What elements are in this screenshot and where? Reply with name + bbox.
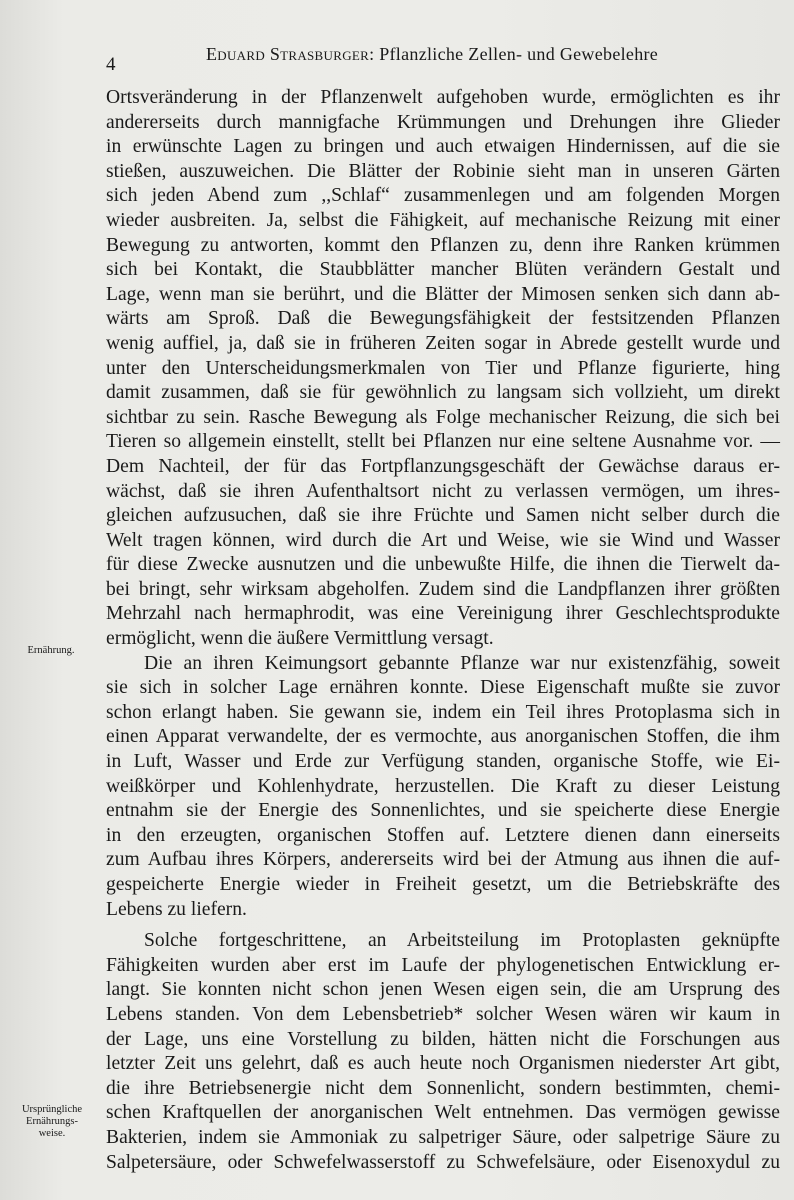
text-line: gleichen aufzusuchen, daß sie ihre Früchte und Samen nicht selber durch die	[106, 505, 780, 527]
margin-note-ernaehrung	[4, 645, 98, 657]
text-line: letzter Zeit uns gelehrt, daß es auch heute noch Organismen niederster Art gibt,	[106, 1053, 780, 1075]
text-line: Bewegung zu antworten, kommt den Pflanzen zu, denn ihre Ranken krümmen	[106, 234, 780, 256]
text-line: der Lage, uns eine Vorstellung zu bilden, hätten nicht die Forschungen aus	[106, 1028, 780, 1050]
text-line: Lebens zu liefern.	[106, 898, 247, 920]
paragraph-spacing	[106, 922, 780, 929]
text-line: Dem Nachteil, der für das Fortpflanzungsgeschäft der Gewächse daraus er-	[106, 455, 780, 477]
text-line: unter den Unterscheidungsmerkmalen von Tier und Pflanze figurierte, hing	[106, 357, 780, 379]
text-line: Bakterien, indem sie Ammoniak zu salpetriger Säure, oder salpetrige Säure zu	[106, 1126, 780, 1148]
text-line: wenig auffiel, ja, daß sie in früheren Zeiten sogar in Abrede gestellt wurde und	[106, 332, 780, 354]
text-line: gespeicherte Energie wieder in Freiheit gesetzt, um die Betriebskräfte des	[106, 874, 780, 895]
margin-note-urspruengliche-ernaehrungsweise	[2, 1104, 102, 1140]
text-line: schon erlangt haben. Sie gewann sie, indem ein Teil ihres Protoplasma sich in	[106, 701, 780, 723]
text-line: Tieren so allgemein einstellt, stellt bei Pflanzen nur eine seltene Ausnahme vor. —	[106, 431, 780, 453]
text-line: zum Aufbau ihres Körpers, andererseits wird bei der Atmung aus ihnen die auf-	[106, 849, 780, 871]
text-line: damit zusammen, daß sie für gewöhnlich zu langsam sich vollzieht, um direkt	[106, 382, 780, 404]
paragraph-continuation	[106, 86, 780, 652]
margin-note-line: Ernährungs-	[26, 1116, 78, 1127]
text-line: Welt tragen können, wird durch die Art und Weise, wie sie Wind und Wasser	[106, 529, 780, 551]
text-line: ermöglicht, wenn die äußere Vermittlung versagt.	[106, 628, 494, 650]
text-line: einen Apparat verwandelte, der es vermochte, aus anorganischen Stoffen, die ihm	[106, 726, 780, 748]
text-line: entnahm sie der Energie des Sonnenlichtes, und sie speicherte diese Energie	[106, 800, 780, 822]
text-line: sich jeden Abend zum ,,Schlaf“ zusammenlegen und am folgenden Morgen	[106, 185, 780, 207]
text-line: Fähigkeiten wurden aber erst im Laufe der phylogenetischen Entwicklung er-	[106, 954, 780, 976]
running-head-title: Pflanzliche Zellen- und Gewebelehre	[379, 44, 659, 64]
margin-note-line: weise.	[38, 1128, 66, 1139]
text-line: Salpetersäure, oder Schwefelwasserstoff zu Schwefelsäure, oder Eisenoxydul zu	[106, 1151, 780, 1173]
text-line: sich bei Kontakt, die Staubblätter mancher Blüten verändern Gestalt und	[106, 259, 780, 281]
text-line: weißkörper und Kohlenhydrate, herzustellen. Die Kraft zu dieser Leistung	[106, 775, 780, 797]
page-number: 4	[106, 54, 116, 75]
text-line: sie sich in solcher Lage ernähren konnte. Diese Eigenschaft mußte sie zuvor	[106, 677, 780, 699]
text-line: bei bringt, sehr wirksam abgeholfen. Zudem sind die Landpflanzen ihrer größten	[106, 578, 780, 600]
text-line: für diese Zwecke ausnutzen und die unbewußte Hilfe, die ihnen die Tierwelt da-	[106, 554, 780, 576]
text-line: Die an ihren Keimungsort gebannte Pflanze war nur existenzfähig, soweit	[144, 652, 780, 674]
text-line: wieder ausbreiten. Ja, selbst die Fähigkeit, auf mechanische Reizung mit einer	[106, 209, 780, 231]
text-line: stießen, auszuweichen. Die Blätter der Robinie sieht man in unseren Gärten	[106, 160, 780, 182]
text-line: langt. Sie konnten nicht schon jenen Wesen eigen sein, die am Ursprung des	[106, 979, 780, 1001]
text-line: in Luft, Wasser und Erde zur Verfügung standen, organische Stoffe, wie Ei-	[106, 751, 780, 773]
page-header	[0, 44, 794, 74]
text-line: in erwünschte Lagen zu bringen und auch etwaigen Hindernissen, auf die sie	[106, 136, 780, 158]
body-text	[106, 86, 780, 1175]
text-line: sichtbar zu sein. Rasche Bewegung als Folge mechanischer Reizung, die sich bei	[106, 406, 780, 428]
paragraph-ernaehrung	[106, 652, 780, 923]
text-line: wärts am Sproß. Daß die Bewegungsfähigkeit der festsitzenden Pflanzen	[106, 308, 780, 330]
margin-note-line: Ernährung.	[27, 645, 75, 656]
text-line: Lebens standen. Von dem Lebensbetrieb* solcher Wesen wären wir kaum in	[106, 1003, 780, 1025]
paragraph-ursprung	[106, 929, 780, 1175]
text-line: andererseits durch mannigfache Krümmungen und Drehungen ihre Glieder	[106, 111, 780, 133]
margin-note-line: Ursprüngliche	[21, 1104, 83, 1115]
running-head: Eduard Strasburger: Pflanzliche Zellen- und Gewebelehre	[206, 44, 659, 64]
text-line: Lage, wenn man sie berührt, und die Blätter der Mimosen senken sich dann ab-	[106, 283, 780, 305]
text-line: schen Kraftquellen der anorganischen Welt entnehmen. Das vermögen gewisse	[106, 1102, 780, 1124]
text-line: in den erzeugten, organischen Stoffen auf. Letztere dienen dann einerseits	[106, 824, 780, 846]
text-line: Ortsveränderung in der Pflanzenwelt aufgehoben wurde, ermöglichten es ihr	[106, 87, 780, 108]
running-head-author: Eduard Strasburger	[206, 44, 370, 64]
text-line: wächst, daß sie ihren Aufenthaltsort nicht zu verlassen vermögen, um ihres-	[106, 480, 780, 502]
text-line: Mehrzahl nach hermaphrodit, was eine Vereinigung ihrer Geschlechtsprodukte	[106, 603, 780, 625]
text-line: Solche fortgeschrittene, an Arbeitsteilung im Protoplasten geknüpfte	[144, 930, 780, 952]
text-line: die ihre Betriebsenergie nicht dem Sonnenlicht, sondern bestimmten, chemi-	[106, 1077, 780, 1099]
